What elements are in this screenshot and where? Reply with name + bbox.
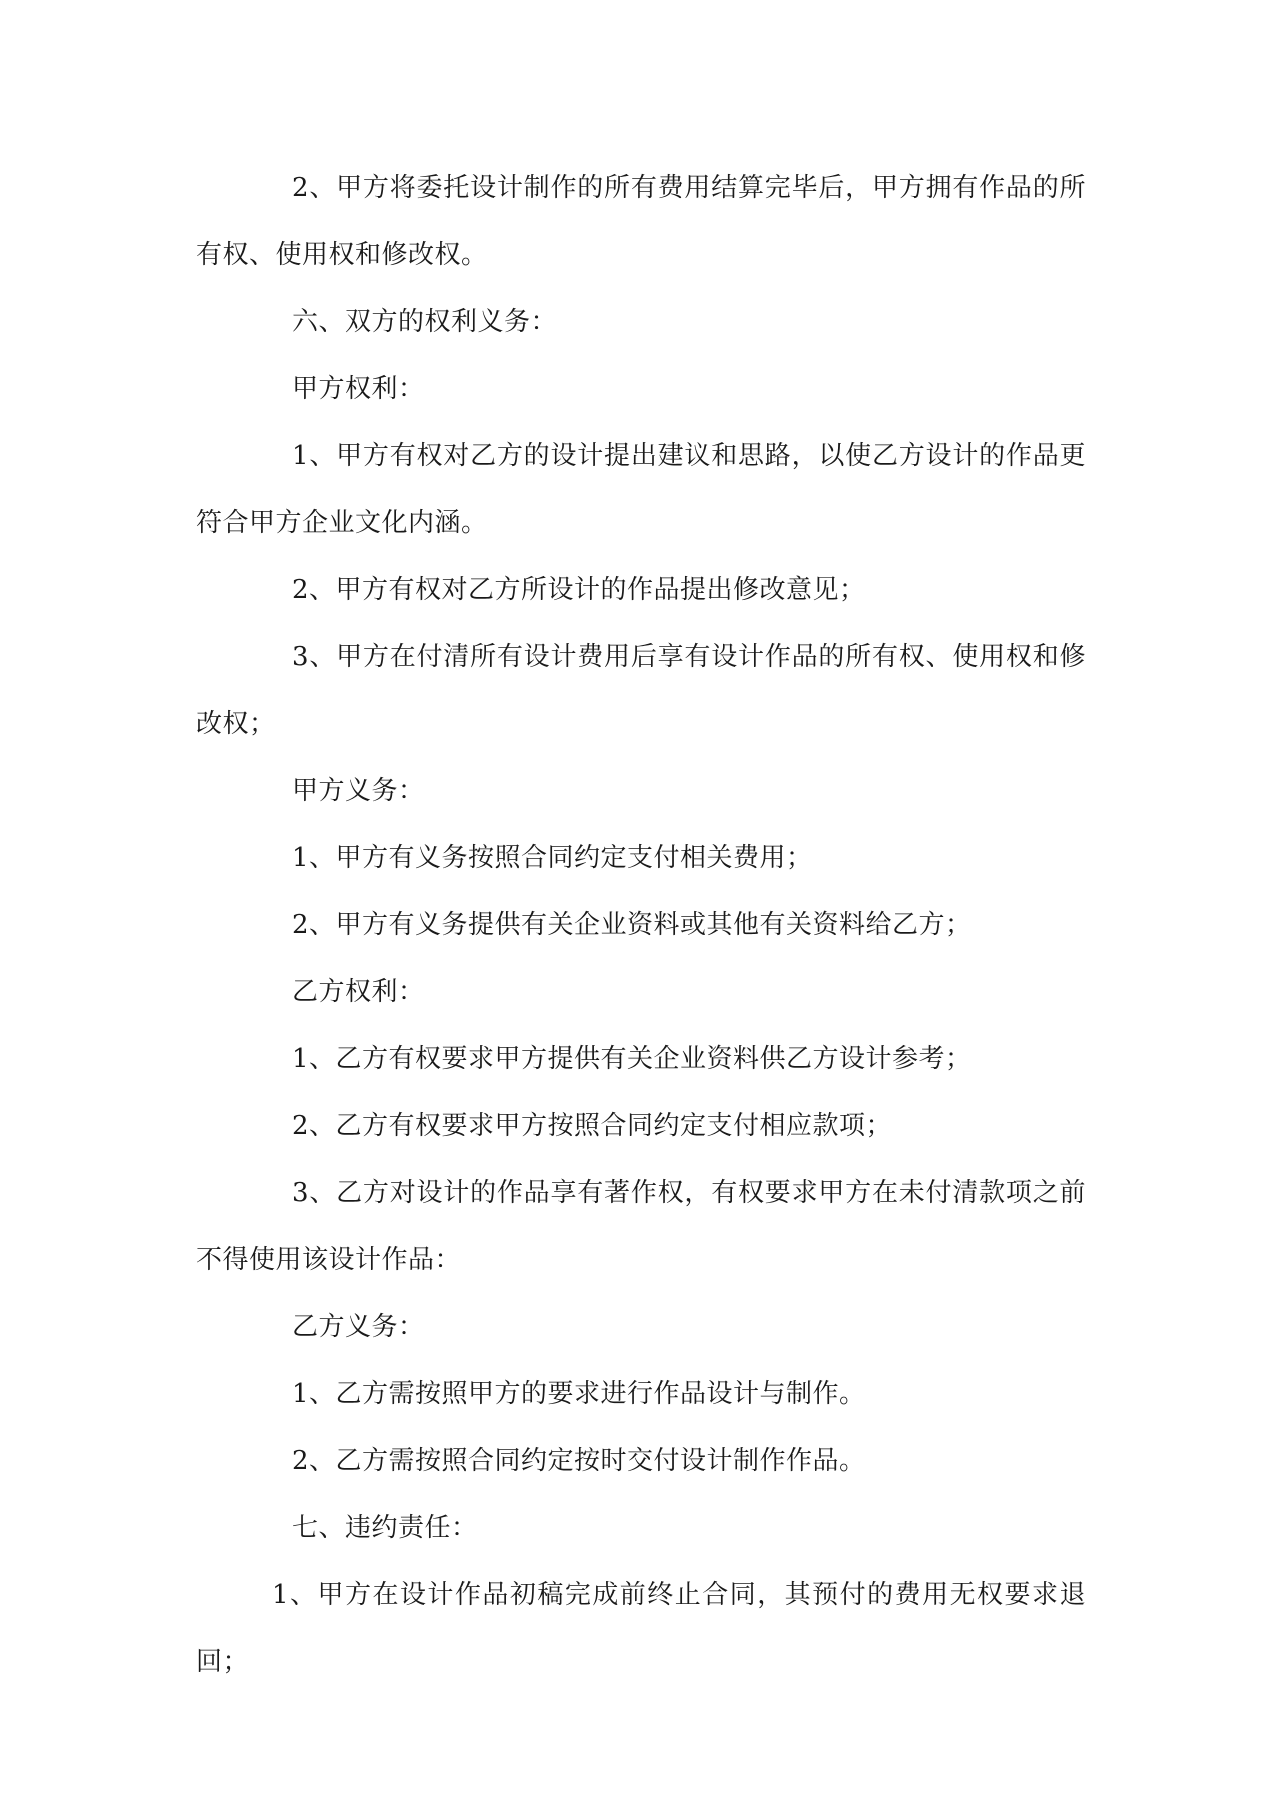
- paragraph-party-a-obligation-2: 2、甲方有义务提供有关企业资料或其他有关资料给乙方；: [292, 910, 972, 940]
- heading-rights-obligations: 六、双方的权利义务：: [292, 307, 558, 337]
- paragraph-ownership-after-payment: 2、甲方将委托设计制作的所有费用结算完毕后，甲方拥有作品的所有权、使用权和修改权。: [196, 173, 1086, 270]
- heading-party-b-obligations: 乙方义务：: [292, 1312, 425, 1342]
- heading-breach-liability: 七、违约责任：: [292, 1513, 478, 1543]
- paragraph-party-a-right-2: 2、甲方有权对乙方所设计的作品提出修改意见；: [292, 575, 866, 605]
- heading-party-a-obligations: 甲方义务：: [292, 776, 425, 806]
- paragraph-party-b-obligation-2: 2、乙方需按照合同约定按时交付设计制作作品。: [292, 1446, 866, 1476]
- paragraph-party-a-obligation-1: 1、甲方有义务按照合同约定支付相关费用；: [292, 843, 813, 873]
- paragraph-party-a-right-1: 1、甲方有权对乙方的设计提出建议和思路，以使乙方设计的作品更符合甲方企业文化内涵。: [196, 441, 1086, 538]
- document-body: [196, 155, 1086, 1696]
- heading-party-a-rights: 甲方权利：: [292, 374, 425, 404]
- paragraph-party-a-right-3: 3、甲方在付清所有设计费用后享有设计作品的所有权、使用权和修改权；: [196, 642, 1086, 739]
- paragraph-party-b-right-3: 3、乙方对设计的作品享有著作权，有权要求甲方在未付清款项之前不得使用该设计作品：: [196, 1178, 1086, 1275]
- paragraph-party-b-right-2: 2、乙方有权要求甲方按照合同约定支付相应款项；: [292, 1111, 893, 1141]
- heading-party-b-rights: 乙方权利：: [292, 977, 425, 1007]
- paragraph-breach-1: 1、甲方在设计作品初稿完成前终止合同，其预付的费用无权要求退回；: [196, 1580, 1086, 1677]
- paragraph-party-b-obligation-1: 1、乙方需按照甲方的要求进行作品设计与制作。: [292, 1379, 866, 1409]
- paragraph-party-b-right-1: 1、乙方有权要求甲方提供有关企业资料供乙方设计参考；: [292, 1044, 972, 1074]
